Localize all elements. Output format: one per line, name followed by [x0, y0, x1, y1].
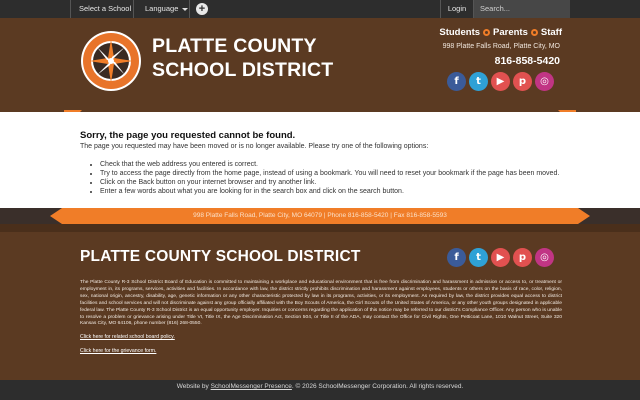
- select-school-dropdown[interactable]: [70, 0, 134, 18]
- facebook-icon[interactable]: f: [447, 248, 466, 267]
- grievance-form-link[interactable]: Click here for the grievance form.: [80, 348, 157, 354]
- copyright-bar: [0, 380, 640, 400]
- options-list: [90, 160, 590, 196]
- nondiscrimination-notice: The Platte County R-3 School District Board of Education is committed to maintaining a workplace and educational environment that is free from discrimination and harassment in admission or access to, or treatment or employment in, its programs, services, activities and facilities. In accordance with law, the district strictly prohibits discrimination and harassment against employees, students or others on the basis of race, color, religion, sex, national origin, ancestry, disability, age, genetic information or any other characteristic protected by law in its programs, activities, or its employment. As required by law, the district provides equal access to district facilities and school services and will not discriminate against any group officially affiliated with the Boy Scouts of America, the Girl Scouts of the United States of America, or any other youth groups designated in applicable federal law. The Platte County R-3 School District is an equal opportunity employer. Inquiries or concerns regarding the application of this notice may be referred to our district's Compliance Officer. Any person who is unable to resolve a problem or grievance arising under Title VI, Title IX, the Age Discrimination Act, Section 504, or Title II of the ADA, may contact the Office for Civil Rights, One Petticoat Lane, 1010 Walnut Street, Suite 320 Kansas City, MO 64106, phone number (816) 268-0550.: [80, 280, 562, 327]
- staff-link[interactable]: Staff: [540, 27, 562, 38]
- district-title-line2: SCHOOL DISTRICT: [152, 59, 334, 81]
- error-heading: Sorry, the page you requested cannot be found.: [80, 130, 296, 141]
- copyright-text: [0, 380, 640, 394]
- facebook-icon[interactable]: f: [447, 72, 466, 91]
- students-link[interactable]: Students: [439, 27, 481, 38]
- search-input[interactable]: Search...: [474, 0, 570, 18]
- top-utility-bar: [0, 0, 640, 18]
- twitter-icon[interactable]: t: [469, 72, 488, 91]
- address-bar-text: 998 Platte Falls Road, Platte City, MO 64079 | Phone 816-858-5420 | Fax 816-858-5593: [193, 212, 447, 219]
- plus-circle-icon[interactable]: +: [196, 3, 208, 15]
- district-title-line1: PLATTE COUNTY: [152, 35, 317, 57]
- site-header: [0, 18, 640, 122]
- pinterest-icon[interactable]: p: [513, 248, 532, 267]
- district-title[interactable]: [152, 34, 352, 82]
- header-phone[interactable]: 816-858-5420: [494, 55, 560, 67]
- instagram-icon[interactable]: ◎: [535, 72, 554, 91]
- bullet-circle-icon: [483, 29, 490, 36]
- pinterest-icon[interactable]: p: [513, 72, 532, 91]
- instagram-icon[interactable]: ◎: [535, 248, 554, 267]
- list-item: • Check that the web address you entered is correct.: [100, 160, 590, 169]
- login-link[interactable]: Login: [440, 0, 474, 18]
- youtube-icon[interactable]: ▶: [491, 248, 510, 267]
- district-logo[interactable]: [80, 30, 142, 92]
- board-policy-link[interactable]: Click here for related school board policy.: [80, 334, 175, 340]
- youtube-icon[interactable]: ▶: [491, 72, 510, 91]
- main-content: [0, 112, 640, 208]
- footer-district-name: PLATTE COUNTY SCHOOL DISTRICT: [80, 248, 361, 265]
- parents-link[interactable]: Parents: [493, 27, 528, 38]
- header-address: 998 Platte Falls Road, Platte City, MO: [442, 43, 560, 50]
- select-school-label: Select a School: [79, 4, 132, 13]
- bullet-circle-icon: [531, 29, 538, 36]
- address-bar: [62, 208, 578, 224]
- audience-links: [432, 26, 562, 40]
- language-label: Language: [145, 4, 179, 13]
- language-dropdown[interactable]: [136, 0, 190, 18]
- list-item: • Try to access the page directly from the home page, instead of using a bookmark. You will need to reset your bookmark if the page has been moved.: [100, 169, 590, 178]
- list-item: • Enter a few words about what you are looking for in the search box and click on the search button.: [100, 187, 590, 196]
- header-social-links: [447, 72, 554, 91]
- copyright-prefix: Website by: [176, 383, 211, 390]
- list-item: • Click on the Back button on your internet browser and try another link.: [100, 178, 590, 187]
- error-description: The page you requested may have been moved or is no longer available. Please try one of the following options:: [80, 143, 429, 150]
- copyright-suffix: . © 2026 SchoolMessenger Corporation. All rights reserved.: [291, 383, 464, 390]
- footer-social-links: [447, 248, 554, 267]
- chevron-down-icon: [182, 8, 188, 11]
- site-footer: [0, 224, 640, 380]
- twitter-icon[interactable]: t: [469, 248, 488, 267]
- vendor-link[interactable]: SchoolMessenger Presence: [210, 383, 292, 390]
